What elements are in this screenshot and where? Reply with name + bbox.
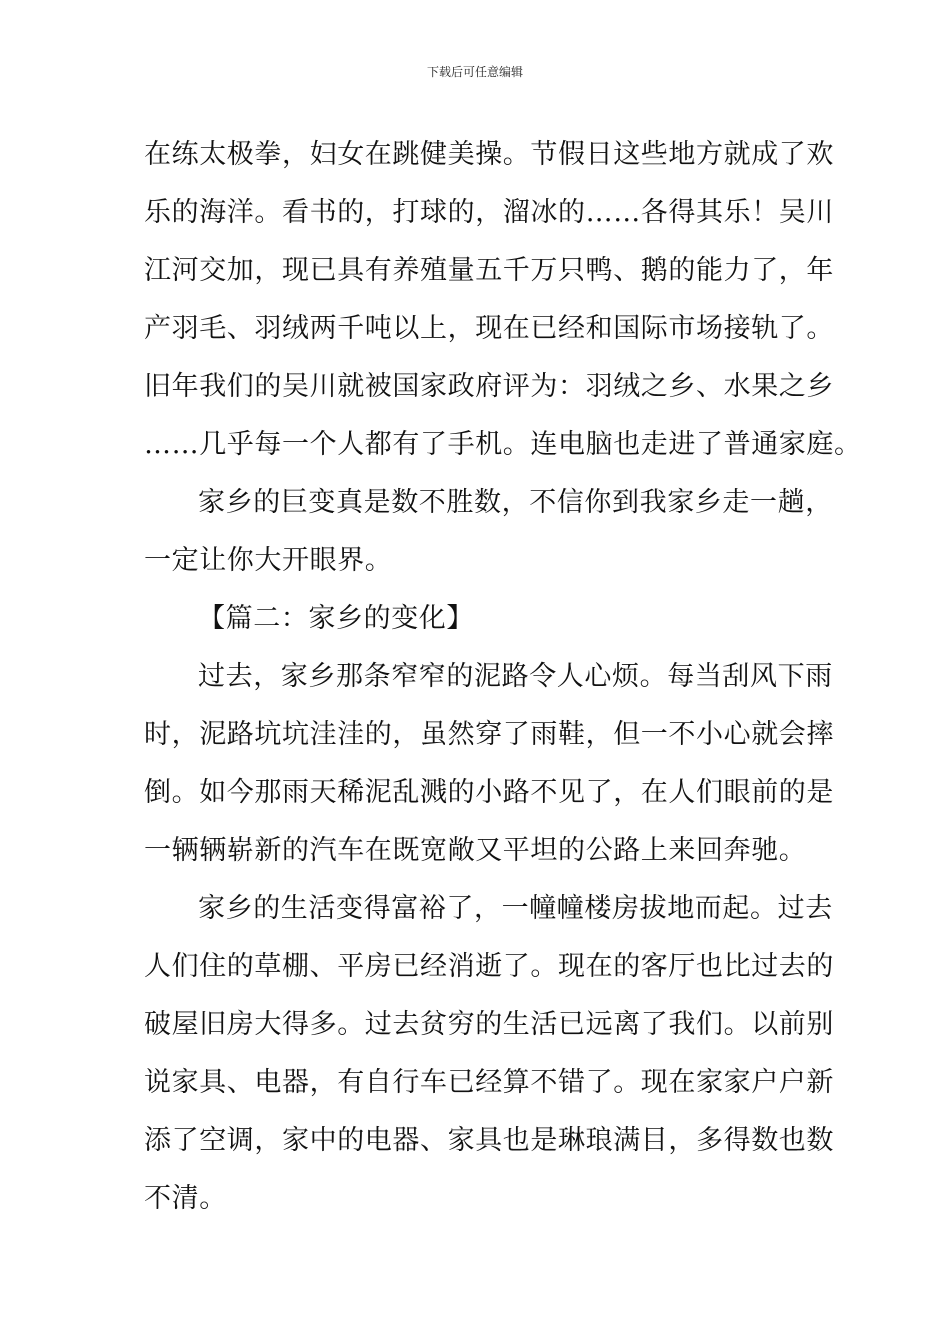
text-line: 产羽毛、羽绒两千吨以上，现在已经和国际市场接轨了。 — [144, 313, 834, 344]
text-line: 旧年我们的吴川就被国家政府评为：羽绒之乡、水果之乡 — [144, 371, 834, 402]
section-title: 【篇二：家乡的变化】 — [198, 603, 474, 634]
text-line: ……几乎每一个人都有了手机。连电脑也走进了普通家庭。 — [144, 429, 862, 460]
text-line: 在练太极拳，妇女在跳健美操。节假日这些地方就成了欢 — [144, 139, 834, 170]
text-line: 一定让你大开眼界。 — [144, 545, 393, 576]
text-line: 一辆辆崭新的汽车在既宽敞又平坦的公路上来回奔驰。 — [144, 835, 807, 866]
paragraph-start-line: 家乡的生活变得富裕了，一幢幢楼房拔地而起。过去 — [198, 893, 833, 924]
text-line: 乐的海洋。看书的，打球的，溜冰的……各得其乐！吴川 — [144, 197, 834, 228]
text-line: 江河交加，现已具有养殖量五千万只鸭、鹅的能力了，年 — [144, 255, 834, 286]
page-header: 下载后可任意编辑 — [426, 65, 523, 79]
text-line: 时，泥路坑坑洼洼的，虽然穿了雨鞋，但一不小心就会摔 — [144, 719, 834, 750]
paragraph-start-line: 过去，家乡那条窄窄的泥路令人心烦。每当刮风下雨 — [198, 661, 833, 692]
text-line: 不清。 — [144, 1183, 227, 1214]
text-line: 添了空调，家中的电器、家具也是琳琅满目，多得数也数 — [144, 1125, 834, 1156]
text-line: 破屋旧房大得多。过去贫穷的生活已远离了我们。以前别 — [144, 1009, 834, 1040]
text-line: 人们住的草棚、平房已经消逝了。现在的客厅也比过去的 — [144, 951, 834, 982]
document-body — [144, 126, 862, 1228]
text-line: 倒。如今那雨天稀泥乱溅的小路不见了，在人们眼前的是 — [144, 777, 834, 808]
text-line: 说家具、电器，有自行车已经算不错了。现在家家户户新 — [144, 1067, 834, 1098]
paragraph-start-line: 家乡的巨变真是数不胜数，不信你到我家乡走一趟， — [198, 487, 833, 518]
